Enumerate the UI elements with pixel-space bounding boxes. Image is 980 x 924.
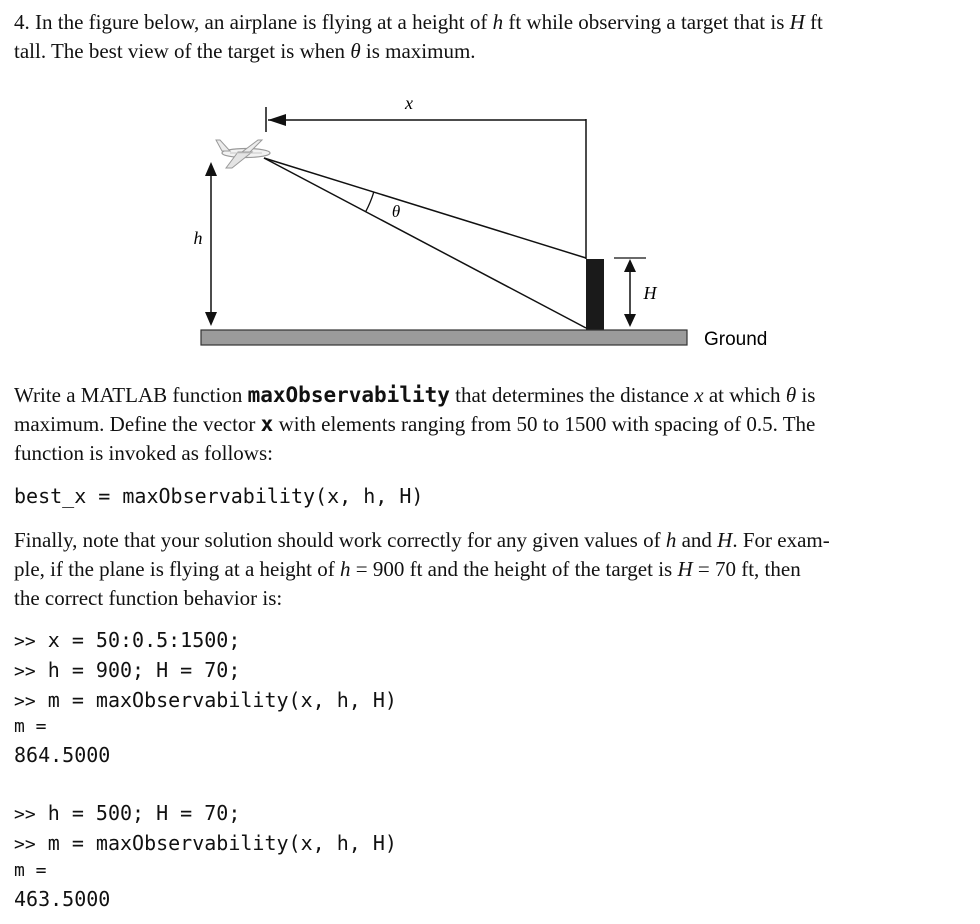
note-text: ple, if the plane is flying at a height of [14,557,335,581]
prompt: >> [14,804,36,825]
prompt: >> [14,661,36,682]
code-line: m = maxObservability(x, h, H) [47,831,397,855]
code-line: x = 50:0.5:1500; [47,628,241,652]
var-H: H [677,557,693,581]
var-H: H [789,10,805,34]
note-paragraph [14,526,954,613]
airplane-icon [216,140,270,168]
description-text: with elements ranging from 50 to 1500 with spacing of 0.5. The [278,412,816,436]
airplane-figure [0,90,980,360]
intro-text: In the figure below, an airplane is flying at a height of [35,10,488,34]
description-text: maximum. Define the vector [14,412,256,436]
invocation-code: best_x = maxObservability(x, h, H) [14,484,424,508]
H-arrow-up [624,259,636,272]
var-theta: θ [785,383,797,407]
var-h: h [665,528,677,552]
problem-statement [14,8,954,66]
var-h: h [492,10,504,34]
result-label: m = [14,860,47,881]
code-line: m = maxObservability(x, h, H) [47,688,397,712]
x-label: x [405,93,413,113]
description-text: Write a MATLAB function [14,383,243,407]
theta-arc [366,192,374,212]
x-dimension-arrow [268,114,286,126]
h-arrow-down [205,312,217,326]
var-x: x [694,383,704,407]
h-arrow-up [205,162,217,176]
vector-x: x [260,412,274,436]
example-1-code [14,626,397,716]
note-text: Finally, note that your solution should work correctly for any given values of [14,528,661,552]
description-text: that determines the distance [455,383,689,407]
note-text: the correct function behavior is: [14,586,283,610]
prompt: >> [14,631,36,652]
intro-text: ft [810,10,823,34]
code-line: h = 900; H = 70; [47,658,241,682]
note-text: = 70 ft, then [697,557,801,581]
problem-number: 4. [14,10,30,34]
var-h: h [340,557,351,581]
H-label: H [643,283,657,303]
result-label: m = [14,716,47,737]
intro-text: ft while observing a target that is [508,10,785,34]
note-text: = 900 ft and the height of the target is [355,557,673,581]
description-text: at which [708,383,781,407]
prompt: >> [14,691,36,712]
theta-label: θ [391,202,401,221]
code-line: h = 500; H = 70; [47,801,241,825]
example-2-code [14,799,397,859]
var-H: H [717,528,733,552]
var-theta: θ [350,39,361,63]
result-value: 463.5000 [14,887,111,911]
note-text: . For exam- [732,528,830,552]
H-arrow-down [624,314,636,327]
result-value: 864.5000 [14,743,111,767]
note-text: and [681,528,712,552]
intro-text: tall. The best view of the target is when [14,39,346,63]
target [586,259,604,330]
ground [201,330,687,345]
prompt: >> [14,834,36,855]
intro-text: is maximum. [365,39,476,63]
function-name: maxObservability [247,383,450,407]
description-text: function is invoked as follows: [14,441,273,465]
function-description [14,381,954,468]
description-text: is [801,383,816,407]
h-label: h [193,228,203,248]
ground-label: Ground [704,329,768,350]
